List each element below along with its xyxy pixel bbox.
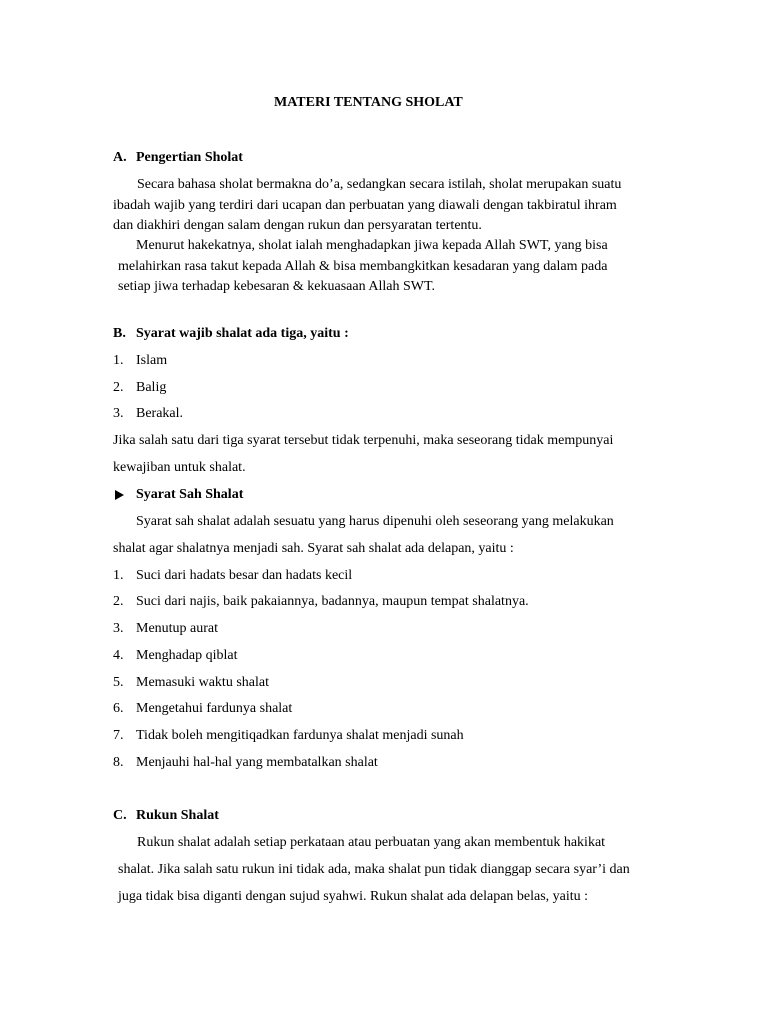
section-a-p2-line1: Menurut hakekatnya, sholat ialah menghadapkan jiwa kepada Allah SWT, yang bisa [136,238,608,253]
list-item: Balig [136,380,167,395]
section-a-p2-line3: setiap jiwa terhadap kebesaran & kekuasaan Allah SWT. [118,279,435,294]
section-a-marker: A. [113,150,127,165]
list-item: Tidak boleh mengitiqadkan fardunya shalat menjadi sunah [136,728,464,743]
section-b-marker: B. [113,326,126,341]
section-a-p1-line3: dan diakhiri dengan salam dengan rukun dan persyaratan tertentu. [113,218,482,233]
list-item: Menutup aurat [136,621,219,636]
arrow-bullet-icon [115,490,124,500]
syarat-sah-intro-line2: shalat agar shalatnya menjadi sah. Syarat sah shalat ada delapan, yaitu : [113,541,514,556]
syarat-sah-intro-line1: Syarat sah shalat adalah sesuatu yang harus dipenuhi oleh seseorang yang melakukan [136,514,614,529]
section-b-note-line2: kewajiban untuk shalat. [113,460,246,475]
page-title: MATERI TENTANG SHOLAT [274,95,463,110]
list-item-number: 1. [113,568,124,583]
list-item-number: 7. [113,728,124,743]
section-c-p1-line1: Rukun shalat adalah setiap perkataan atau perbuatan yang akan membentuk hakikat [137,835,606,850]
list-item-number: 3. [113,621,124,636]
list-item-number: 2. [113,380,124,395]
section-b-note-line1: Jika salah satu dari tiga syarat tersebut tidak terpenuhi, maka seseorang tidak mempunyai [113,433,614,448]
section-c-p1-line3: juga tidak bisa diganti dengan sujud syahwi. Rukun shalat ada delapan belas, yaitu : [118,889,589,904]
list-item-number: 6. [113,701,124,716]
list-item-number: 4. [113,648,124,663]
list-item-number: 8. [113,755,124,770]
list-item: Memasuki waktu shalat [136,675,269,690]
section-a-p1-line2: ibadah wajib yang terdiri dari ucapan dan perbuatan yang diawali dengan takbiratul ihram [113,198,617,213]
list-item: Menjauhi hal-hal yang membatalkan shalat [136,755,378,770]
list-item-number: 5. [113,675,124,690]
section-c-heading: Rukun Shalat [136,808,219,823]
list-item: Menghadap qiblat [136,648,238,663]
list-item: Mengetahui fardunya shalat [136,701,293,716]
list-item-number: 1. [113,353,124,368]
section-c-p1-line2: shalat. Jika salah satu rukun ini tidak ada, maka shalat pun tidak dianggap secara syar’i dan [118,862,630,877]
list-item: Suci dari najis, baik pakaiannya, badannya, maupun tempat shalatnya. [136,594,529,609]
syarat-sah-heading: Syarat Sah Shalat [136,487,244,502]
list-item-number: 3. [113,406,124,421]
list-item-number: 2. [113,594,124,609]
list-item: Suci dari hadats besar dan hadats kecil [136,568,353,583]
section-a-p2-line2: melahirkan rasa takut kepada Allah & bisa membangkitkan kesadaran yang dalam pada [118,259,608,274]
section-c-marker: C. [113,808,127,823]
section-a-heading: Pengertian Sholat [136,150,243,165]
list-item: Islam [136,353,168,368]
list-item: Berakal. [136,406,184,421]
section-a-p1-line1: Secara bahasa sholat bermakna do’a, sedangkan secara istilah, sholat merupakan suatu [137,177,622,192]
section-b-heading: Syarat wajib shalat ada tiga, yaitu : [136,326,349,341]
